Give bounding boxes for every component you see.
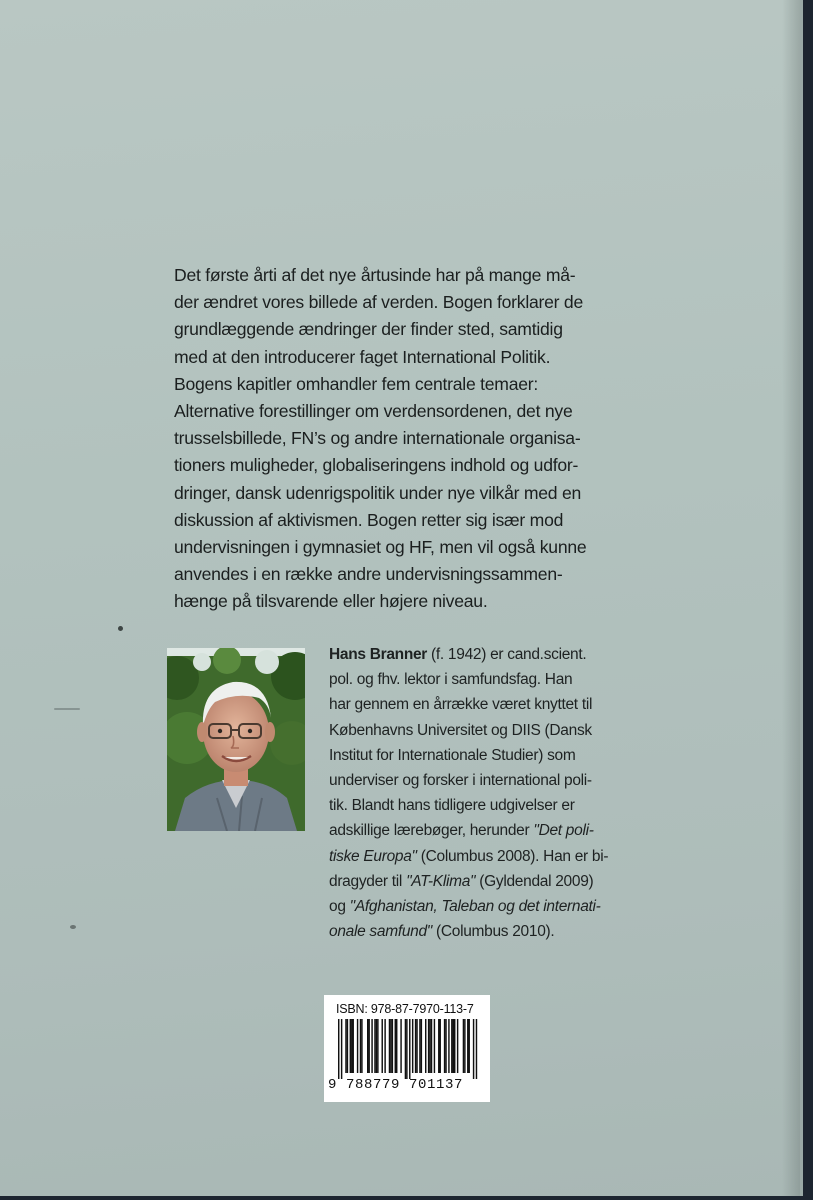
barcode-bar bbox=[367, 1019, 368, 1073]
cover-edge-shadow bbox=[782, 0, 800, 1196]
barcode-bar bbox=[416, 1019, 417, 1073]
barcode-bar bbox=[395, 1019, 396, 1073]
blurb-line: grundlæggende ændringer der finder sted, samtidig bbox=[174, 319, 563, 340]
barcode-bar bbox=[338, 1019, 339, 1079]
blurb-line: Alternative forestillinger om verdensordenen, det nye bbox=[174, 401, 573, 422]
barcode-bar bbox=[469, 1019, 470, 1073]
bio-text: (f. 1942) er cand.scient. bbox=[427, 646, 587, 663]
book-title: "Afghanistan, Taleban og det internati- bbox=[349, 898, 601, 916]
blurb-line: undervisningen i gymnasiet og HF, men vil også kunne bbox=[174, 537, 587, 558]
barcode-bar bbox=[421, 1019, 422, 1073]
barcode-bar bbox=[405, 1019, 406, 1079]
barcode-bar bbox=[467, 1019, 468, 1073]
blurb-line: tioners muligheder, globaliseringens indhold og udfor- bbox=[174, 455, 579, 476]
barcode-bar bbox=[371, 1019, 372, 1073]
bio-line bbox=[329, 642, 649, 667]
barcode-bar bbox=[374, 1019, 375, 1073]
barcode-bar bbox=[409, 1019, 410, 1079]
barcode-bar bbox=[351, 1019, 352, 1073]
barcode-bar bbox=[384, 1019, 385, 1073]
barcode-bar bbox=[453, 1019, 454, 1073]
bio-text: (Gyldendal 2009) bbox=[475, 872, 594, 890]
bio-line: pol. og fhv. lektor i samfundsfag. Han bbox=[329, 671, 573, 689]
blurb-line: dringer, dansk udenrigspolitik under nye vilkår med en bbox=[174, 482, 582, 503]
bio-line bbox=[329, 844, 649, 869]
barcode-bar bbox=[445, 1019, 446, 1073]
barcode-bar bbox=[345, 1019, 346, 1073]
bio-line bbox=[329, 894, 649, 919]
bio-line bbox=[329, 869, 649, 894]
blurb-line: diskussion af aktivismen. Bogen retter sig især mod bbox=[174, 509, 564, 530]
bio-line: Københavns Universitet og DIIS (Dansk bbox=[329, 721, 592, 739]
blurb-line: med at den introducerer faget International Politik. bbox=[174, 346, 551, 367]
bio-text: (Columbus 2008). Han er bi- bbox=[416, 847, 609, 865]
author-bio bbox=[329, 642, 649, 944]
book-title: tiske Europa" bbox=[329, 847, 417, 865]
blurb-line: trusselsbillede, FN’s og andre internationale organisa- bbox=[174, 428, 581, 449]
blurb-line: Det første årti af det nye årtusinde har på mange må- bbox=[174, 265, 576, 285]
bio-line bbox=[329, 818, 649, 843]
barcode-bar bbox=[406, 1019, 407, 1079]
blurb-line: anvendes i en række andre undervisningssammen- bbox=[174, 564, 563, 585]
book-title: "Det poli- bbox=[533, 822, 594, 840]
cover-speck bbox=[118, 626, 123, 631]
barcode-bar bbox=[350, 1019, 351, 1073]
blurb-line: Bogens kapitler omhandler fem centrale temaer: bbox=[174, 373, 539, 394]
bio-text: adskillige lærebøger, herunder bbox=[329, 822, 534, 840]
barcode-bar bbox=[463, 1019, 464, 1073]
barcode-bar bbox=[376, 1019, 377, 1073]
author-name: Hans Branner bbox=[329, 646, 428, 663]
barcode-bar bbox=[440, 1019, 441, 1073]
barcode-bar bbox=[353, 1019, 354, 1073]
barcode-bar bbox=[377, 1019, 378, 1073]
barcode-bar bbox=[341, 1019, 342, 1079]
isbn-barcode-label bbox=[324, 995, 490, 1102]
barcode-bar bbox=[361, 1019, 362, 1073]
barcode-bar bbox=[390, 1019, 391, 1073]
isbn-number: ISBN: 978-87-7970-113-7 bbox=[336, 1002, 474, 1016]
barcode-bar bbox=[457, 1019, 458, 1073]
barcode-bar bbox=[412, 1019, 413, 1073]
barcode-bar bbox=[428, 1019, 429, 1073]
barcode-bar bbox=[431, 1019, 432, 1073]
barcode-bar bbox=[448, 1019, 449, 1073]
barcode-bar bbox=[454, 1019, 455, 1073]
blurb-line: der ændret vores billede af verden. Bogen forklarer de bbox=[174, 292, 583, 313]
barcode-bar bbox=[473, 1019, 474, 1079]
bio-line bbox=[329, 919, 649, 944]
bio-line: tik. Blandt hans tidligere udgivelser er bbox=[329, 797, 575, 815]
barcode-bar bbox=[425, 1019, 426, 1073]
barcode-bar bbox=[396, 1019, 397, 1073]
barcode-bar bbox=[438, 1019, 439, 1073]
back-cover-blurb bbox=[174, 262, 644, 616]
barcode-bar bbox=[419, 1019, 420, 1073]
barcode-bar bbox=[360, 1019, 361, 1073]
cover-speck bbox=[70, 925, 76, 929]
barcode-bar bbox=[476, 1019, 477, 1079]
barcode-bar bbox=[451, 1019, 452, 1073]
barcode-digits: 9 788779 701137 bbox=[328, 1077, 464, 1093]
barcode-bar bbox=[400, 1019, 401, 1073]
barcode-bar bbox=[392, 1019, 393, 1073]
barcode-bar bbox=[357, 1019, 358, 1073]
bio-line: underviser og forsker i international poli- bbox=[329, 772, 592, 790]
barcode-bar bbox=[415, 1019, 416, 1073]
bio-text: dragyder til bbox=[329, 872, 407, 890]
barcode-bar bbox=[464, 1019, 465, 1073]
bio-text: og bbox=[329, 898, 350, 916]
author-photo bbox=[167, 648, 305, 831]
barcode-bar bbox=[434, 1019, 435, 1073]
bio-text: (Columbus 2010). bbox=[431, 923, 555, 941]
barcode-bar bbox=[429, 1019, 430, 1073]
barcode-bar bbox=[389, 1019, 390, 1073]
barcode-bar bbox=[444, 1019, 445, 1073]
cover-speck bbox=[54, 708, 80, 710]
book-title: "AT-Klima" bbox=[406, 872, 476, 890]
book-title: onale samfund" bbox=[329, 923, 432, 941]
blurb-line: hænge på tilsvarende eller højere niveau. bbox=[174, 591, 488, 612]
bio-line: har gennem en årrække været knyttet til bbox=[329, 696, 593, 714]
bio-line: Institut for Internationale Studier) som bbox=[329, 746, 576, 764]
barcode-bar bbox=[382, 1019, 383, 1073]
barcode-bar bbox=[368, 1019, 369, 1073]
barcode-icon bbox=[330, 1019, 484, 1079]
barcode-bar bbox=[347, 1019, 348, 1073]
